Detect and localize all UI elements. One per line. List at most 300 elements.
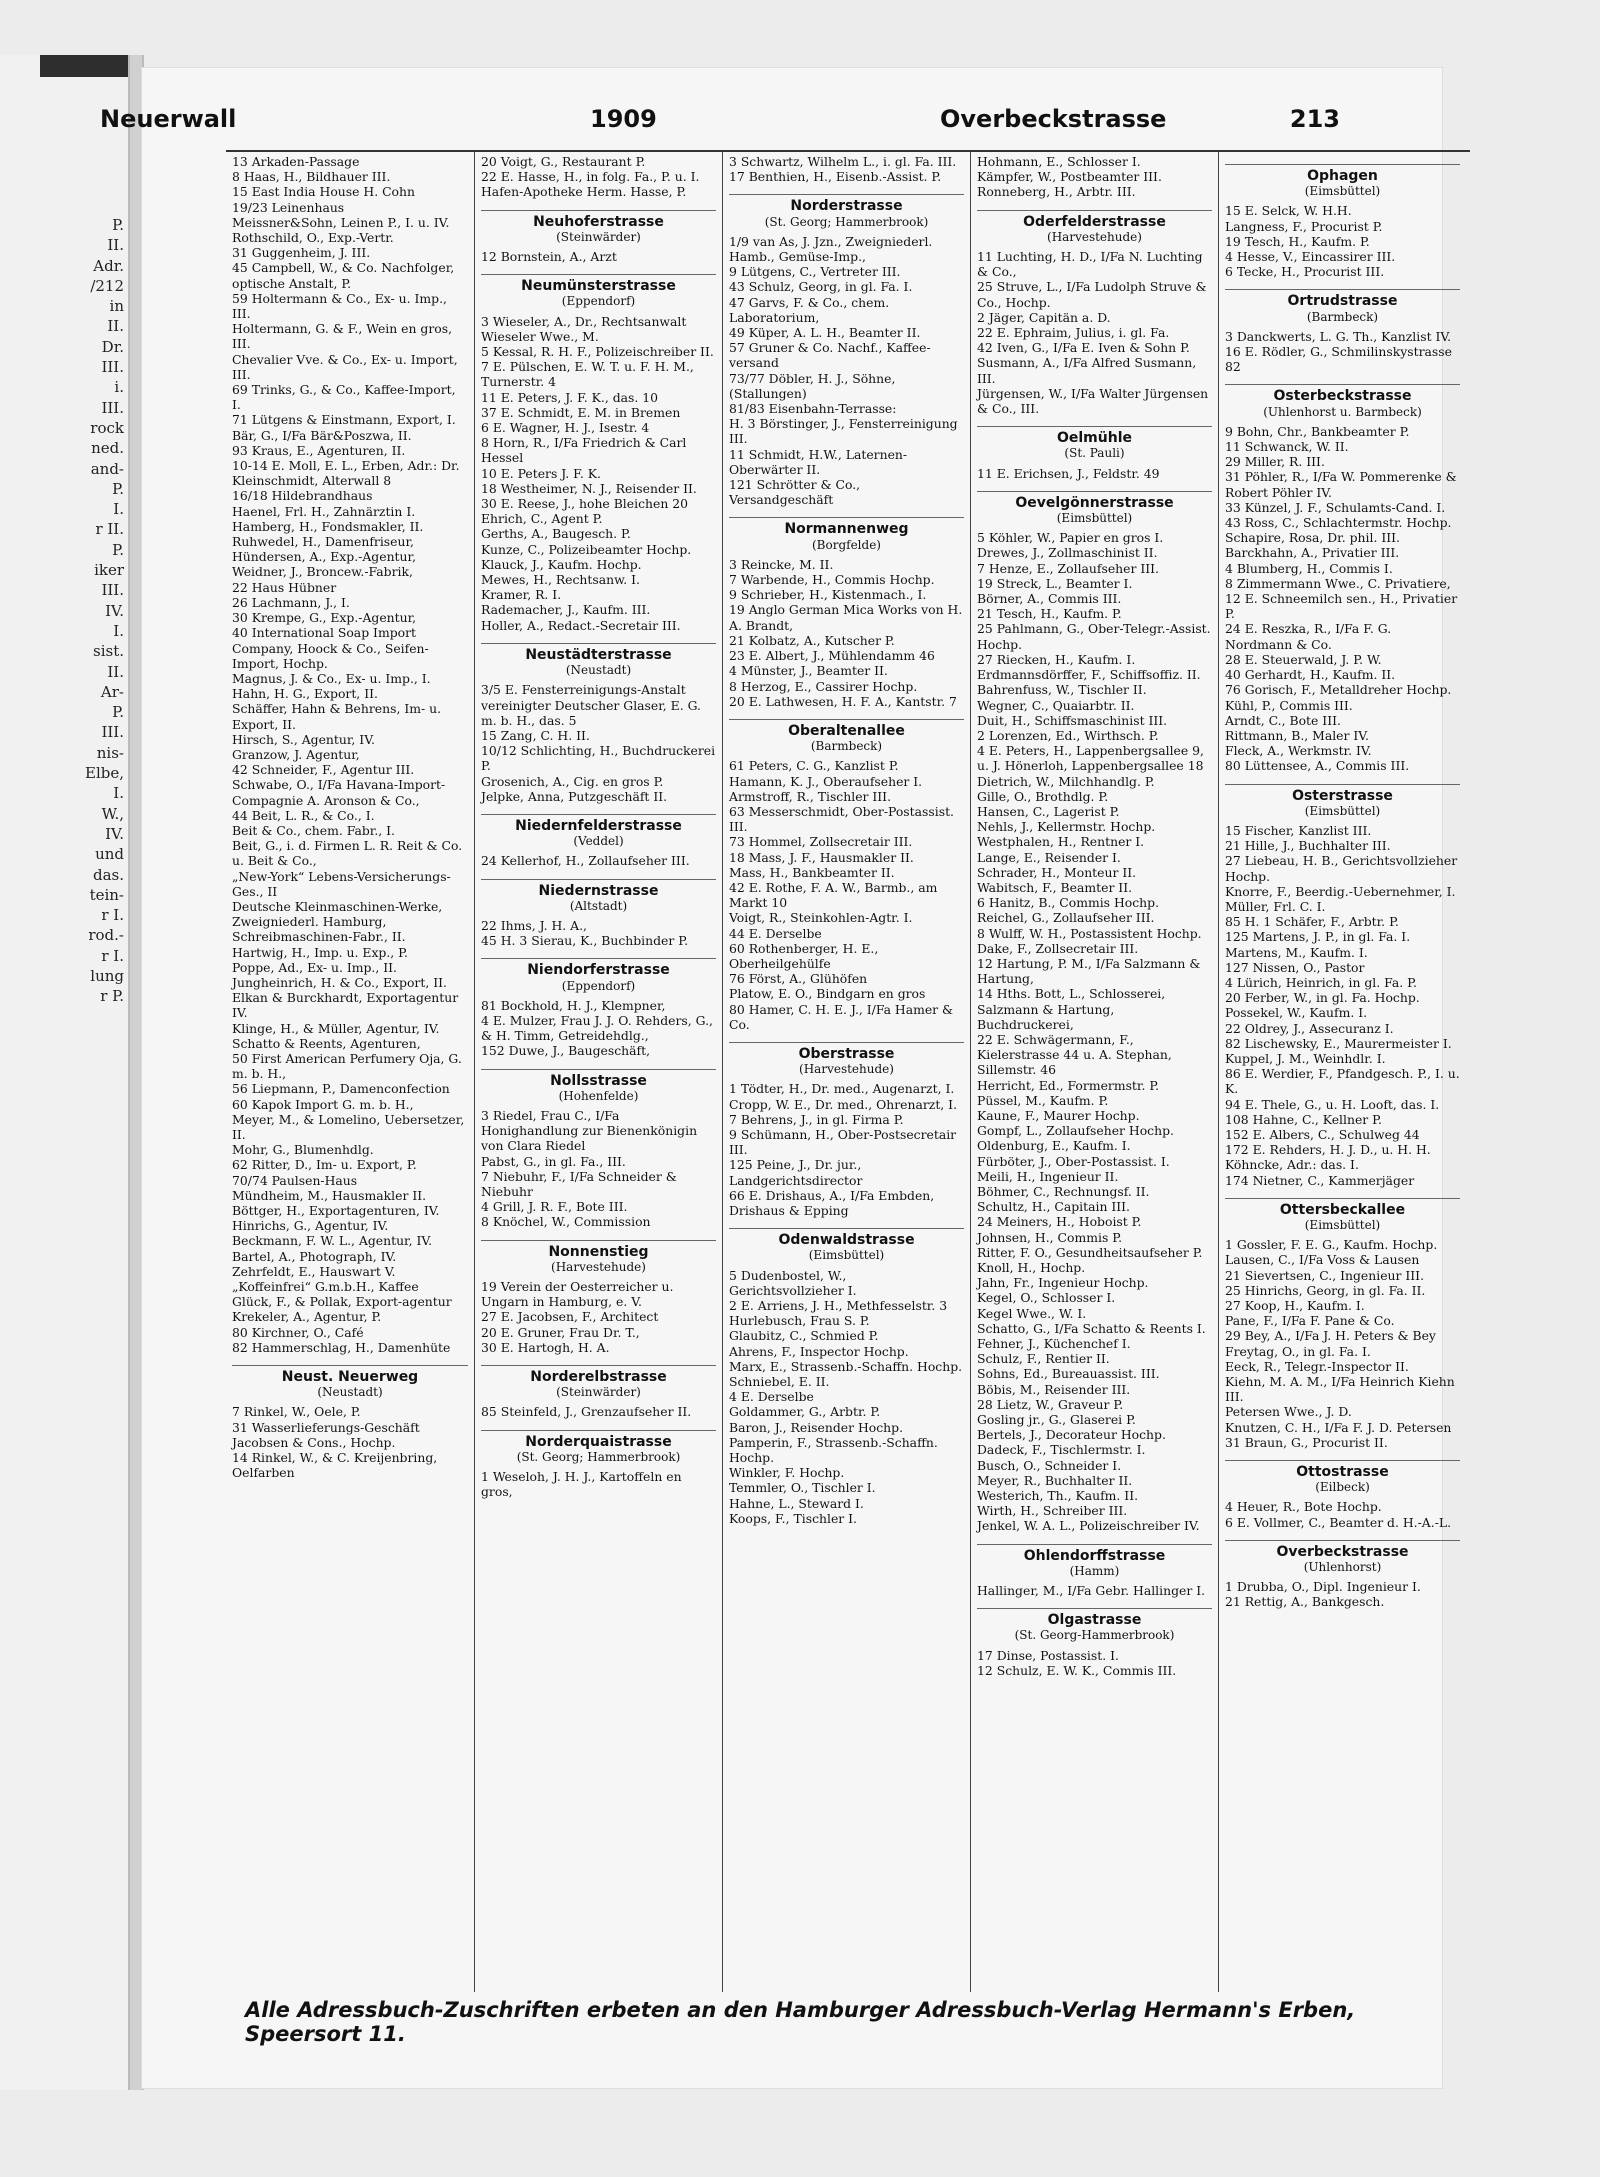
address-entry: Wegner, C., Quaiarbtr. II. — [977, 697, 1135, 713]
address-entry: 6 E. Wagner, H. J., Isestr. 4 — [481, 420, 650, 436]
street-name: Osterbeckstrasse — [1273, 388, 1412, 405]
address-entry: 70/74 Paulsen-Haus — [232, 1172, 358, 1188]
address-entry: 80 Hamer, C. H. E. J., I/Fa Hamer & Co. — [729, 1001, 958, 1032]
street-heading — [481, 879, 716, 914]
address-entry: 28 E. Steuerwald, J. P. W. — [1225, 651, 1382, 667]
address-entry: Baron, J., Reisender Hochp. — [729, 1419, 904, 1435]
previous-page-fragment: Adr. — [93, 256, 124, 275]
address-entry: 31 Guggenheim, J. III. — [232, 245, 371, 261]
address-entry: 11 E. Erichsen, J., Feldstr. 49 — [977, 465, 1160, 481]
address-entry: Schwabe, O., I/Fa Havana-Import-Compagnie A. Aronson & Co., — [232, 777, 446, 808]
district-name: (Eppendorf) — [561, 294, 636, 309]
address-entry: 2 Jäger, Capitän a. D. — [977, 309, 1111, 325]
address-entry: Grosenich, A., Cig. en gros P. — [481, 773, 664, 789]
address-entry: Lausen, C., I/Fa Voss & Lausen — [1225, 1252, 1420, 1268]
address-entry: 4 Münster, J., Beamter II. — [729, 663, 888, 679]
address-entry: 4 Grill, J. R. F., Bote III. — [481, 1199, 628, 1215]
district-name: (Uhlenhorst u. Barmbeck) — [1263, 404, 1422, 419]
running-header — [100, 105, 1340, 137]
address-entry: Weidner, J., Broncew.-Fabrik, — [232, 564, 413, 580]
address-entry: Ehrich, C., Agent P. — [481, 511, 603, 527]
street-heading — [729, 517, 964, 552]
previous-page-fragment: /212 — [90, 276, 124, 295]
address-entry: 20 Voigt, G., Restaurant P. — [481, 154, 646, 169]
address-entry: 19/23 Leinenhaus — [232, 199, 345, 215]
street-heading — [729, 1042, 964, 1077]
street-heading — [977, 426, 1212, 461]
address-entry: 12 Bornstein, A., Arzt — [481, 249, 617, 265]
previous-page-fragment: III. — [101, 358, 124, 377]
address-entry: Holler, A., Redact.-Secretair III. — [481, 617, 681, 633]
address-entry: 24 E. Reszka, R., I/Fa F. G. Nordmann & Co. — [1225, 621, 1396, 652]
address-entry: Hamberg, H., Fondsmakler, II. — [232, 518, 424, 534]
address-entry: 45 H. 3 Sierau, K., Buchbinder P. — [481, 933, 689, 949]
address-entry: 37 E. Schmidt, E. M. in Bremen — [481, 404, 681, 420]
address-entry: Sohns, Ed., Bureauassist. III. — [977, 1366, 1160, 1382]
address-entry: 21 Tesch, H., Kaufm. P. — [977, 606, 1122, 622]
previous-page-fragment: IV. — [105, 601, 124, 620]
district-name: (Eimsbüttel) — [808, 1248, 885, 1263]
address-entry: 19 Tesch, H., Kaufm. P. — [1225, 233, 1370, 249]
previous-page-fragment: Ar- — [100, 682, 124, 701]
address-entry: 81/83 Eisenbahn-Terrasse: — [729, 401, 897, 417]
address-entry: 6 E. Vollmer, C., Beamter d. H.-A.-L. — [1225, 1514, 1452, 1530]
address-entry: Beckmann, F. W. L., Agentur, IV. — [232, 1233, 433, 1249]
previous-page-fragment: and- — [90, 459, 124, 478]
address-entry: Rademacher, J., Kaufm. III. — [481, 602, 651, 618]
street-heading — [977, 210, 1212, 245]
address-entry: 26 Lachmann, J., I. — [232, 594, 350, 610]
address-entry: Ahrens, F., Inspector Hochp. — [729, 1343, 909, 1359]
address-entry: 30 Krempe, G., Exp.-Agentur, — [232, 610, 417, 626]
address-entry: Kühl, P., Commis III. — [1225, 697, 1353, 713]
street-heading — [481, 1240, 716, 1275]
binding-bar — [40, 55, 130, 77]
street-name: Ortrudstrasse — [1287, 293, 1398, 310]
address-entry: Magnus, J. & Co., Ex- u. Imp., I. — [232, 670, 431, 686]
address-entry: Mohr, G., Blumenhdlg. — [232, 1142, 374, 1158]
street-name: Ohlendorffstrasse — [1023, 1547, 1166, 1564]
street-heading — [1225, 164, 1460, 199]
address-entry: 172 E. Rehders, H. J. D., u. H. H. Köhncke, Adr.: das. I. — [1225, 1142, 1435, 1173]
address-entry: 59 Holtermann & Co., Ex- u. Imp., III. — [232, 290, 451, 322]
address-entry: Dake, F., Zollsecretair III. — [977, 940, 1139, 956]
previous-page-fragment: sist. — [93, 642, 124, 661]
address-entry: 4 E. Mulzer, Frau J. J. O. Rehders, G., & H. Timm, Getreidehdlg., — [481, 1012, 717, 1044]
address-entry: 21 Hille, J., Buchhalter III. — [1225, 838, 1391, 854]
address-entry: Müller, Frl. C. I. — [1225, 898, 1326, 914]
address-entry: Jahn, Fr., Ingenieur Hochp. — [977, 1275, 1149, 1291]
address-entry: 73 Hommel, Zollsecretair III. — [729, 834, 913, 850]
district-name: (St. Pauli) — [1064, 446, 1125, 461]
street-name: Oberaltenallee — [788, 722, 905, 739]
address-entry: 76 Gorisch, F., Metalldreher Hochp. — [1225, 682, 1452, 698]
address-entry: Reichel, G., Zollaufseher III. — [977, 910, 1155, 926]
address-entry: 7 Behrens, J., in gl. Firma P. — [729, 1111, 904, 1127]
address-entry: Schatto & Reents, Agenturen, — [232, 1035, 421, 1051]
previous-page-fragment: lung — [90, 966, 124, 985]
address-entry: Hallinger, M., I/Fa Gebr. Hallinger I. — [977, 1583, 1206, 1599]
address-entry: Kaune, F., Maurer Hochp. — [977, 1107, 1140, 1123]
address-entry: Koops, F., Tischler I. — [729, 1510, 857, 1526]
address-entry: „Koffeinfrei“ G.m.b.H., Kaffee — [232, 1279, 419, 1295]
address-entry: 31 Pöhler, R., I/Fa W. Pommerenke & Robert Pöhler IV. — [1225, 469, 1461, 500]
address-entry: 71 Lütgens & Einstmann, Export, I. — [232, 412, 456, 428]
address-entry: Hamann, K. J., Oberaufseher I. — [729, 773, 923, 789]
street-name: Neustädterstrasse — [525, 646, 672, 663]
previous-page-fragment: I. — [113, 784, 124, 803]
street-heading — [481, 274, 716, 309]
street-name: Ottersbeckallee — [1279, 1201, 1406, 1218]
district-name: (Uhlenhorst) — [1303, 1560, 1382, 1575]
district-name: (Hohenfelde) — [558, 1088, 639, 1103]
previous-page-fragment: III. — [101, 398, 124, 417]
address-entry: „New-York“ Lebens-Versicherungs-Ges., II — [232, 868, 451, 899]
previous-page-fragment: Dr. — [101, 337, 124, 356]
address-entry: 7 E. Pülschen, E. W. T. u. F. H. M., Turnerstr. 4 — [481, 359, 698, 390]
address-entry: Schrader, H., Monteur II. — [977, 864, 1137, 880]
address-entry: 9 Lütgens, C., Vertreter III. — [729, 264, 901, 280]
previous-page-fragment: P. — [112, 479, 124, 498]
address-entry: Schatto, G., I/Fa Schatto & Reents I. — [977, 1320, 1206, 1336]
address-entry: 57 Gruner & Co. Nachf., Kaffee-versand — [729, 340, 931, 371]
address-entry: Böbis, M., Reisender III. — [977, 1381, 1131, 1397]
address-entry: 61 Peters, C. G., Kanzlist P. — [729, 758, 899, 774]
address-entry: 18 Westheimer, N. J., Reisender II. — [481, 480, 697, 496]
header-year: 1909 — [590, 105, 657, 133]
address-entry: 174 Nietner, C., Kammerjäger — [1225, 1172, 1415, 1188]
street-name: Neuhoferstrasse — [533, 213, 664, 230]
address-entry: 9 Schümann, H., Ober-Postsecretair III. — [729, 1126, 961, 1158]
address-entry: 19 Verein der Oesterreicher u. Ungarn in Hamburg, e. V. — [481, 1279, 678, 1310]
address-entry: Jelpke, Anna, Putzgeschäft II. — [481, 788, 668, 804]
address-entry: 31 Braun, G., Procurist II. — [1225, 1434, 1388, 1450]
street-heading — [481, 814, 716, 849]
address-entry: 15 E. Selck, W. H.H. — [1225, 203, 1352, 219]
address-entry: 10-14 E. Moll, E. L., Erben, Adr.: Dr. Kleinschmidt, Alterwall 8 — [232, 458, 464, 489]
address-entry: 42 E. Rothe, F. A. W., Barmb., am Markt 10 — [729, 879, 942, 911]
address-entry: 82 Hammerschlag, H., Damenhüte — [232, 1339, 451, 1355]
address-entry: Oldenburg, E., Kaufm. I. — [977, 1138, 1131, 1154]
address-entry: Schäffer, Hahn & Behrens, Im- u. Export, II. — [232, 701, 445, 732]
address-entry: Kämpfer, W., Postbeamter III. — [977, 169, 1162, 185]
address-entry: Gille, O., Brothdlg. P. — [977, 788, 1109, 804]
street-heading — [481, 1069, 716, 1104]
address-entry: 3/5 E. Fensterreinigungs-Anstalt vereinigter Deutscher Glaser, E. G. m. b. H., das. 5 — [481, 682, 705, 728]
address-entry: 19 Anglo German Mica Works von H. A. Brandt, — [729, 602, 967, 633]
street-name: Neumünsterstrasse — [521, 278, 676, 295]
address-entry: Kiehn, M. A. M., I/Fa Heinrich Kiehn III. — [1225, 1374, 1459, 1405]
address-entry: 5 Köhler, W., Papier en gros I. — [977, 530, 1164, 546]
address-entry: Zehrfeldt, E., Hauswart V. — [232, 1263, 396, 1279]
district-name: (Eppendorf) — [561, 978, 636, 993]
address-entry: Fehner, J., Küchenchef I. — [977, 1336, 1131, 1352]
address-entry: 33 Künzel, J. F., Schulamts-Cand. I. — [1225, 499, 1446, 515]
address-entry: 21 Rettig, A., Bankgesch. — [1225, 1594, 1385, 1610]
address-entry: Goldammer, G., Arbtr. P. — [729, 1404, 881, 1420]
address-entry: Krekeler, A., Agentur, P. — [232, 1309, 382, 1325]
address-entry: 2 E. Arriens, J. H., Methfesselstr. 3 — [729, 1298, 948, 1314]
address-entry: 12 Schulz, E. W. K., Commis III. — [977, 1662, 1177, 1678]
address-entry: 3 Danckwerts, L. G. Th., Kanzlist IV. — [1225, 328, 1452, 344]
street-name: Overbeckstrasse — [1276, 1543, 1409, 1560]
address-entry: Westphalen, H., Rentner I. — [977, 834, 1145, 850]
address-entry: 21 Kolbatz, A., Kutscher P. — [729, 632, 895, 648]
previous-page-fragment: P. — [112, 540, 124, 559]
address-entry: 4 E. Peters, H., Lappenbergsallee 9, u. J. Hönerloh, Lappenbergsallee 18 — [977, 743, 1208, 774]
street-name: Niedernfelderstrasse — [515, 817, 682, 834]
address-entry: Meyer, M., & Lomelino, Uebersetzer, II. — [232, 1111, 469, 1142]
address-entry: 31 Wasserlieferungs-Geschäft Jacobsen & Cons., Hochp. — [232, 1419, 424, 1450]
address-entry: 27 Riecken, H., Kaufm. I. — [977, 651, 1136, 667]
district-name: (Steinwärder) — [556, 1385, 641, 1400]
previous-page-fragment: I. — [113, 500, 124, 519]
address-entry: 11 E. Peters, J. F. K., das. 10 — [481, 389, 659, 405]
address-entry: 23 E. Albert, J., Mühlendamm 46 — [729, 648, 935, 664]
address-entry: 22 E. Schwägermann, F., Kielerstrasse 44 u. A. Stephan, Sillemstr. 46 — [977, 1031, 1176, 1078]
address-entry: 4 Hesse, V., Eincassirer III. — [1225, 249, 1396, 265]
address-entry: 8 Zimmermann Wwe., C. Privatiere, — [1225, 575, 1451, 591]
page-number: 213 — [1289, 105, 1340, 133]
street-heading — [481, 1365, 716, 1400]
address-entry: Bahrenfuss, W., Tischler II. — [977, 682, 1147, 698]
street-name: Ottostrasse — [1296, 1464, 1389, 1481]
address-entry: 25 Hinrichs, Georg, in gl. Fa. II. — [1225, 1282, 1426, 1298]
street-heading — [1225, 1540, 1460, 1575]
previous-page-fragment: tein- — [89, 885, 124, 904]
directory-column-5 — [1218, 152, 1466, 1992]
address-entry: Hartwig, H., Imp. u. Exp., P. — [232, 944, 408, 960]
previous-page-fragment: II. — [107, 662, 124, 681]
address-entry: 56 Liepmann, P., Damenconfection — [232, 1081, 450, 1097]
address-entry: Glaubitz, C., Schmied P. — [729, 1328, 879, 1344]
previous-page-fragment: r I. — [101, 946, 124, 965]
street-heading — [1225, 1460, 1460, 1495]
address-entry: 15 Fischer, Kanzlist III. — [1225, 822, 1372, 838]
address-entry: Busch, O., Schneider I. — [977, 1457, 1122, 1473]
address-entry: Voigt, R., Steinkohlen-Agtr. I. — [729, 910, 913, 926]
address-entry: 73/77 Döbler, H. J., Söhne, (Stallungen) — [729, 370, 900, 401]
address-entry: 1/9 van As, J. Jzn., Zweigniederl. Hamb., Gemüse-Imp., — [729, 233, 937, 265]
street-heading — [1225, 784, 1460, 819]
address-entry: 10 E. Peters J. F. K. — [481, 465, 601, 481]
address-entry: 14 Hths. Bott, L., Schlosserei, — [977, 986, 1166, 1002]
address-entry: 49 Küper, A. L. H., Beamter II. — [729, 325, 921, 341]
address-entry: 2 Lorenzen, Ed., Wirthsch. P. — [977, 727, 1159, 743]
address-entry: 44 Beit, L. R., & Co., I. — [232, 807, 375, 823]
address-entry: Meissner&Sohn, Leinen P., I. u. IV. — [232, 214, 450, 230]
address-entry: 3 Reincke, M. II. — [729, 556, 834, 572]
address-entry: 81 Bockhold, H. J., Klempner, — [481, 997, 666, 1013]
address-entry: 60 Rothenberger, H. E., Oberheilgehülfe — [729, 940, 883, 971]
address-entry: Beit & Co., chem. Fabr., I. — [232, 822, 395, 838]
address-entry: 11 Schwanck, W. II. — [1225, 439, 1349, 455]
street-heading — [481, 1430, 716, 1465]
address-entry: 27 Liebeau, H. B., Gerichtsvollzieher Hochp. — [1225, 853, 1462, 884]
district-name: (Eimsbüttel) — [1304, 184, 1381, 199]
street-name: Oelmühle — [1056, 430, 1132, 447]
address-entry: 76 Först, A., Glühöfen — [729, 971, 868, 987]
address-entry: Pane, F., I/Fa F. Pane & Co. — [1225, 1313, 1395, 1329]
address-entry: Kunze, C., Polizeibeamter Hochp. — [481, 541, 692, 557]
district-name: (Borgfelde) — [812, 537, 881, 552]
address-entry: 8 Wulff, W. H., Postassistent Hochp. — [977, 925, 1202, 941]
address-entry: 11 Luchting, H. D., I/Fa N. Luchting & Co., — [977, 249, 1207, 280]
address-entry: 24 Meiners, H., Hoboist P. — [977, 1214, 1142, 1230]
address-entry: 8 Haas, H., Bildhauer III. — [232, 169, 391, 185]
street-heading — [481, 643, 716, 678]
address-entry: Possekel, W., Kaufm. I. — [1225, 1005, 1368, 1021]
previous-page-fragment: in — [109, 297, 124, 316]
address-entry: Eeck, R., Telegr.-Inspector II. — [1225, 1358, 1409, 1374]
address-entry: 8 Horn, R., I/Fa Friedrich & Carl Hessel — [481, 435, 691, 466]
address-entry: 1 Gossler, F. E. G., Kaufm. Hochp. — [1225, 1237, 1438, 1253]
address-entry: 13 Arkaden-Passage — [232, 154, 360, 169]
street-name: Olgastrasse — [1047, 1612, 1142, 1629]
address-entry: 94 E. Thele, G., u. H. Looft, das. I. — [1225, 1096, 1440, 1112]
address-entry: Hafen-Apotheke Herm. Hasse, P. — [481, 184, 687, 200]
district-name: (Hamm) — [1069, 1563, 1120, 1578]
address-entry: 29 Miller, R. III. — [1225, 454, 1325, 470]
address-entry: Freytag, O., in gl. Fa. I. — [1225, 1343, 1371, 1359]
address-entry: 14 Rinkel, W., & C. Kreijenbring, Oelfarben — [232, 1450, 442, 1481]
address-entry: 60 Kapok Import G. m. b. H., — [232, 1096, 414, 1112]
address-entry: Erdmannsdörffer, F., Schiffsoffiz. II. — [977, 667, 1201, 683]
address-entry: Elkan & Burckhardt, Exportagentur IV. — [232, 990, 463, 1021]
address-entry: 22 E. Hasse, H., in folg. Fa., P. u. I. — [481, 169, 700, 185]
address-entry: 152 E. Albers, C., Schulweg 44 — [1225, 1126, 1420, 1142]
previous-page-fragment: II. — [107, 236, 124, 255]
street-name: Nonnenstieg — [548, 1243, 649, 1260]
address-entry: Knoll, H., Hochp. — [977, 1260, 1086, 1276]
district-name: (St. Georg-Hammerbrook) — [1014, 1628, 1175, 1643]
street-name: Neust. Neuerweg — [281, 1369, 419, 1386]
address-entry: 66 E. Drishaus, A., I/Fa Embden, Drishaus & Epping — [729, 1187, 939, 1218]
previous-page-fragment: rod.- — [88, 926, 124, 945]
address-entry: 82 Lischewsky, E., Maurermeister I. — [1225, 1035, 1452, 1051]
address-entry: Bertels, J., Decorateur Hochp. — [977, 1427, 1166, 1443]
address-entry: 30 E. Hartogh, H. A. — [481, 1339, 610, 1355]
address-entry: Bär, G., I/Fa Bär&Poszwa, II. — [232, 427, 412, 443]
district-name: (Harvestehude) — [1047, 229, 1142, 244]
address-entry: Nehls, J., Kellermstr. Hochp. — [977, 819, 1156, 835]
address-entry: 15 Zang, C. H. II. — [481, 727, 590, 743]
address-entry: Beit, G., i. d. Firmen L. R. Reit & Co. u. Beit & Co., — [232, 838, 467, 869]
address-entry: Knorre, F., Beerdig.-Uebernehmer, I. — [1225, 883, 1456, 899]
address-entry: Wabitsch, F., Beamter II. — [977, 879, 1133, 895]
previous-page-edge — [0, 55, 130, 2090]
address-entry: Deutsche Kleinmaschinen-Werke, Zweigniederl. Hamburg, Schreibmaschinen-Fabr., II. — [232, 898, 447, 945]
address-entry: Jungheinrich, H. & Co., Export, II. — [232, 974, 447, 990]
address-entry: Susmann, A., I/Fa Alfred Susmann, III. — [977, 355, 1201, 386]
previous-page-fragment: II. — [107, 317, 124, 336]
address-entry: 4 Heuer, R., Bote Hochp. — [1225, 1499, 1382, 1515]
previous-page-fragment: rock — [90, 418, 124, 437]
address-entry: Hurlebusch, Frau S. P. — [729, 1313, 870, 1329]
address-entry: Rittmann, B., Maler IV. — [1225, 727, 1369, 743]
previous-page-fragment: III. — [101, 723, 124, 742]
directory-columns — [226, 150, 1470, 1992]
address-entry: Fleck, A., Werkmstr. IV. — [1225, 743, 1372, 759]
address-entry: 3 Schwartz, Wilhelm L., i. gl. Fa. III. — [729, 154, 957, 169]
address-entry: Hohmann, E., Schlosser I. — [977, 154, 1141, 169]
previous-page-fragment: nis- — [96, 743, 124, 762]
address-entry: 27 Koop, H., Kaufm. I. — [1225, 1298, 1365, 1314]
address-entry: 85 Steinfeld, J., Grenzaufseher II. — [481, 1404, 692, 1420]
address-entry: 22 E. Ephraim, Julius, i. gl. Fa. — [977, 325, 1170, 341]
address-entry: 40 Gerhardt, H., Kaufm. II. — [1225, 667, 1396, 683]
address-entry: Platow, E. O., Bindgarn en gros — [729, 986, 926, 1002]
address-entry: 121 Schrötter & Co., Versandgeschäft — [729, 477, 865, 508]
address-entry: Kegel Wwe., W. I. — [977, 1305, 1087, 1321]
address-entry: 108 Hahne, C., Kellner P. — [1225, 1111, 1382, 1127]
address-entry: Hirsch, S., Agentur, IV. — [232, 731, 375, 747]
address-entry: 86 E. Werdier, F., Pfandgesch. P., I. u. K. — [1225, 1066, 1464, 1097]
address-entry: Pabst, G., in gl. Fa., III. — [481, 1153, 626, 1169]
address-entry: Martens, M., Kaufm. I. — [1225, 944, 1368, 960]
address-entry: Armstroff, R., Tischler III. — [729, 788, 892, 804]
district-name: (Eimsbüttel) — [1304, 1218, 1381, 1232]
address-entry: Salzmann & Hartung, Buchdruckerei, — [977, 1001, 1119, 1032]
previous-page-fragment: W., — [101, 804, 124, 823]
address-entry: 22 Ihms, J. H. A., — [481, 917, 587, 933]
address-entry: 28 Lietz, W., Graveur P. — [977, 1396, 1124, 1412]
address-entry: 15 East India House H. Cohn — [232, 184, 415, 200]
address-entry: 11 Schmidt, H.W., Laternen-Oberwärter II. — [729, 446, 908, 477]
address-entry: 4 Lürich, Heinrich, in gl. Fa. P. — [1225, 974, 1417, 990]
address-entry: Hündersen, A., Exp.-Agentur, — [232, 549, 417, 565]
address-entry: Schultz, H., Capitain III. — [977, 1199, 1130, 1215]
district-name: (Neustadt) — [317, 1385, 383, 1400]
street-heading — [729, 719, 964, 754]
previous-page-fragment: III. — [101, 581, 124, 600]
previous-page-fragment: r I. — [101, 906, 124, 925]
header-right-street: Overbeckstrasse — [940, 105, 1167, 133]
address-entry: 45 Campbell, W., & Co. Nachfolger, optische Anstalt, P. — [232, 260, 459, 291]
address-entry: Langness, F., Procurist P. — [1225, 218, 1383, 234]
address-entry: Pamperin, F., Strassenb.-Schaffn. Hochp. — [729, 1434, 942, 1466]
address-entry: 3 Riedel, Frau C., I/Fa Honighandlung zur Bienenkönigin von Clara Riedel — [481, 1107, 702, 1154]
address-entry: Ronneberg, H., Arbtr. III. — [977, 184, 1136, 200]
street-heading — [729, 194, 964, 229]
address-entry: 43 Ross, C., Schlachtermstr. Hochp. — [1225, 515, 1452, 531]
address-entry: Bartel, A., Photograph, IV. — [232, 1248, 397, 1264]
street-heading — [481, 958, 716, 993]
address-entry: 3 Wieseler, A., Dr., Rechtsanwalt — [481, 313, 687, 329]
address-entry: 127 Nissen, O., Pastor — [1225, 959, 1365, 975]
previous-page-fragment: und — [95, 845, 124, 864]
address-entry: Granzow, J. Agentur, — [232, 746, 360, 762]
address-entry: Winkler, F. Hochp. — [729, 1465, 845, 1481]
address-entry: 16/18 Hildebrandhaus — [232, 488, 373, 504]
address-entry: Mündheim, M., Hausmakler II. — [232, 1187, 427, 1203]
previous-page-fragment: r II. — [95, 520, 124, 539]
street-name: Nollsstrasse — [550, 1072, 647, 1089]
address-entry: Jenkel, W. A. L., Polizeischreiber IV. — [977, 1518, 1200, 1534]
address-entry: Meyer, R., Buchhalter II. — [977, 1472, 1133, 1488]
address-entry: 1 Drubba, O., Dipl. Ingenieur I. — [1225, 1579, 1421, 1595]
address-entry: 93 Kraus, E., Agenturen, II. — [232, 442, 406, 458]
address-entry: 69 Trinks, G., & Co., Kaffee-Import, I. — [232, 382, 460, 413]
header-left-street: Neuerwall — [100, 105, 237, 133]
address-entry: 25 Struve, L., I/Fa Ludolph Struve & Co., Hochp. — [977, 279, 1211, 310]
street-name: Odenwaldstrasse — [778, 1232, 915, 1249]
address-entry: Böttger, H., Exportagenturen, IV. — [232, 1203, 440, 1219]
address-entry: Wirth, H., Schreiber III. — [977, 1503, 1128, 1519]
address-entry: 85 H. 1 Schäfer, F., Arbtr. P. — [1225, 914, 1399, 930]
address-entry: Temmler, O., Tischler I. — [729, 1480, 876, 1496]
address-entry: Gosling jr., G., Glaserei P. — [977, 1412, 1136, 1428]
